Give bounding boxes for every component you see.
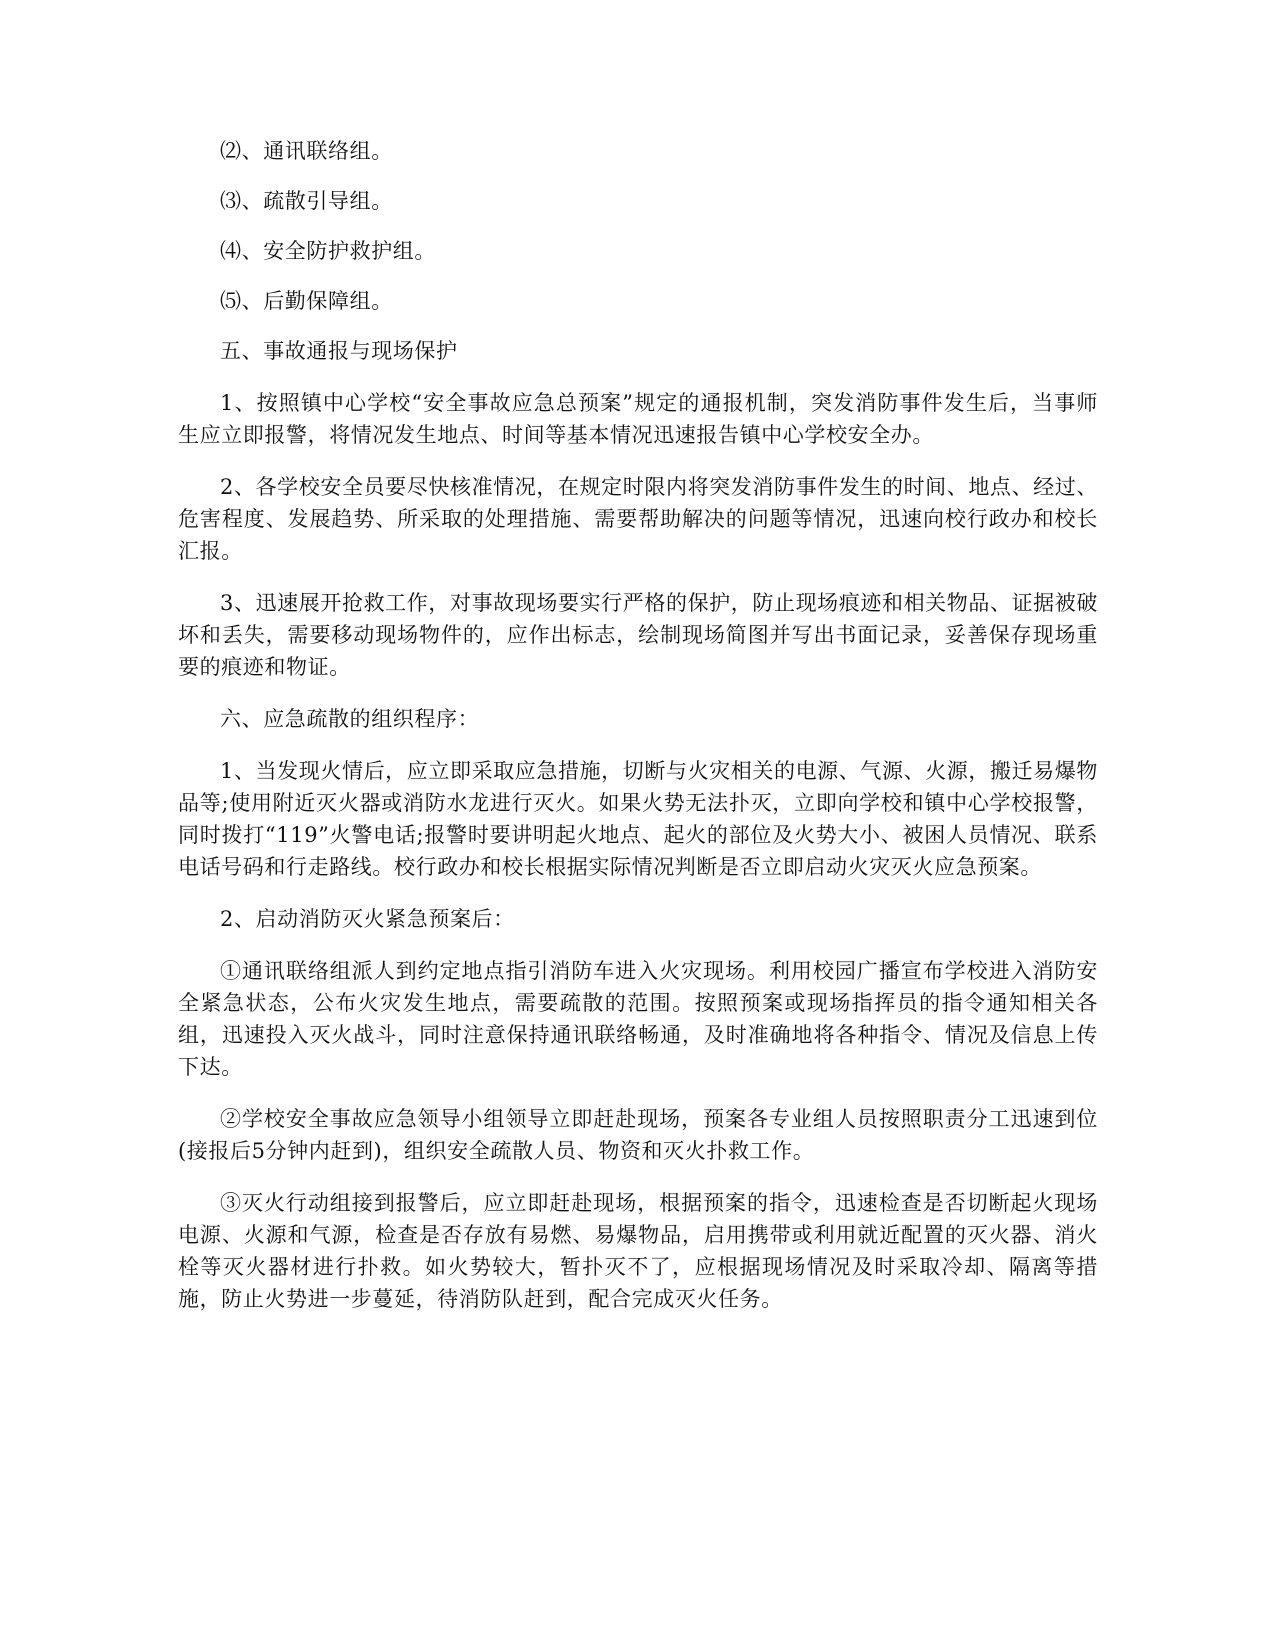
list-item-logistics-group: ⑸、后勤保障组。 — [220, 289, 393, 313]
paragraph-spacer — [178, 883, 1098, 903]
body-paragraph: 3、迅速展开抢救工作，对事故现场要实行严格的保护，防止现场痕迹和相关物品、证据被破坏和丢失，需要移动现场物件的，应作出标志，绘制现场简图并写出书面记录，妥善保存现场重要的痕迹和物证。 — [178, 591, 1098, 679]
list-item-communication-group: ⑵、通讯联络组。 — [220, 139, 393, 163]
list-item-evacuation-group: ⑶、疏散引导组。 — [220, 189, 393, 213]
list-item-safety-rescue-group: ⑷、安全防护救护组。 — [220, 239, 436, 263]
document-page — [178, 135, 1098, 1315]
paragraph-spacer — [178, 367, 1098, 387]
paragraph-spacer — [178, 735, 1098, 755]
paragraph-spacer — [178, 451, 1098, 471]
paragraph-spacer — [178, 1083, 1098, 1103]
paragraph-spacer — [178, 1167, 1098, 1187]
body-paragraph: ②学校安全事故应急领导小组领导立即赶赴现场，预案各专业组人员按照职责分工迅速到位(接报后5分钟内赶到)，组织安全疏散人员、物资和灭火扑救工作。 — [178, 1107, 1098, 1163]
paragraph-spacer — [178, 267, 1098, 285]
section-heading-six: 六、应急疏散的组织程序： — [220, 707, 480, 731]
section-heading-five: 五、事故通报与现场保护 — [220, 339, 458, 363]
paragraph-spacer — [178, 217, 1098, 235]
paragraph-spacer — [178, 167, 1098, 185]
paragraph-spacer — [178, 317, 1098, 335]
paragraph-spacer — [178, 935, 1098, 955]
paragraph-spacer — [178, 567, 1098, 587]
body-paragraph: 1、按照镇中心学校“安全事故应急总预案”规定的通报机制，突发消防事件发生后，当事师生应立即报警，将情况发生地点、时间等基本情况迅速报告镇中心学校安全办。 — [178, 391, 1098, 447]
body-paragraph: ①通讯联络组派人到约定地点指引消防车进入火灾现场。利用校园广播宣布学校进入消防安全紧急状态，公布火灾发生地点，需要疏散的范围。按照预案或现场指挥员的指令通知相关各组，迅速投入灭火战斗，同时注意保持通讯联络畅通，及时准确地将各种指令、情况及信息上传下达。 — [178, 959, 1098, 1079]
body-paragraph: ③灭火行动组接到报警后，应立即赶赴现场，根据预案的指令，迅速检查是否切断起火现场电源、火源和气源，检查是否存放有易燃、易爆物品，启用携带或利用就近配置的灭火器、消火栓等灭火器材进行扑救。如火势较大，暂扑灭不了，应根据现场情况及时采取冷却、隔离等措施，防止火势进一步蔓延，待消防队赶到，配合完成灭火任务。 — [178, 1191, 1098, 1311]
body-paragraph: 2、各学校安全员要尽快核准情况，在规定时限内将突发消防事件发生的时间、地点、经过、危害程度、发展趋势、所采取的处理措施、需要帮助解决的问题等情况，迅速向校行政办和校长汇报。 — [178, 475, 1098, 563]
body-paragraph: 2、启动消防灭火紧急预案后： — [220, 907, 515, 931]
body-paragraph: 1、当发现火情后，应立即采取应急措施，切断与火灾相关的电源、气源、火源，搬迁易爆物品等;使用附近灭火器或消防水龙进行灭火。如果火势无法扑灭，立即向学校和镇中心学校报警，同时拨打“119”火警电话;报警时要讲明起火地点、起火的部位及火势大小、被困人员情况、联系电话号码和行走路线。校行政办和校长根据实际情况判断是否立即启动火灾灭火应急预案。 — [178, 759, 1098, 879]
paragraph-spacer — [178, 683, 1098, 703]
